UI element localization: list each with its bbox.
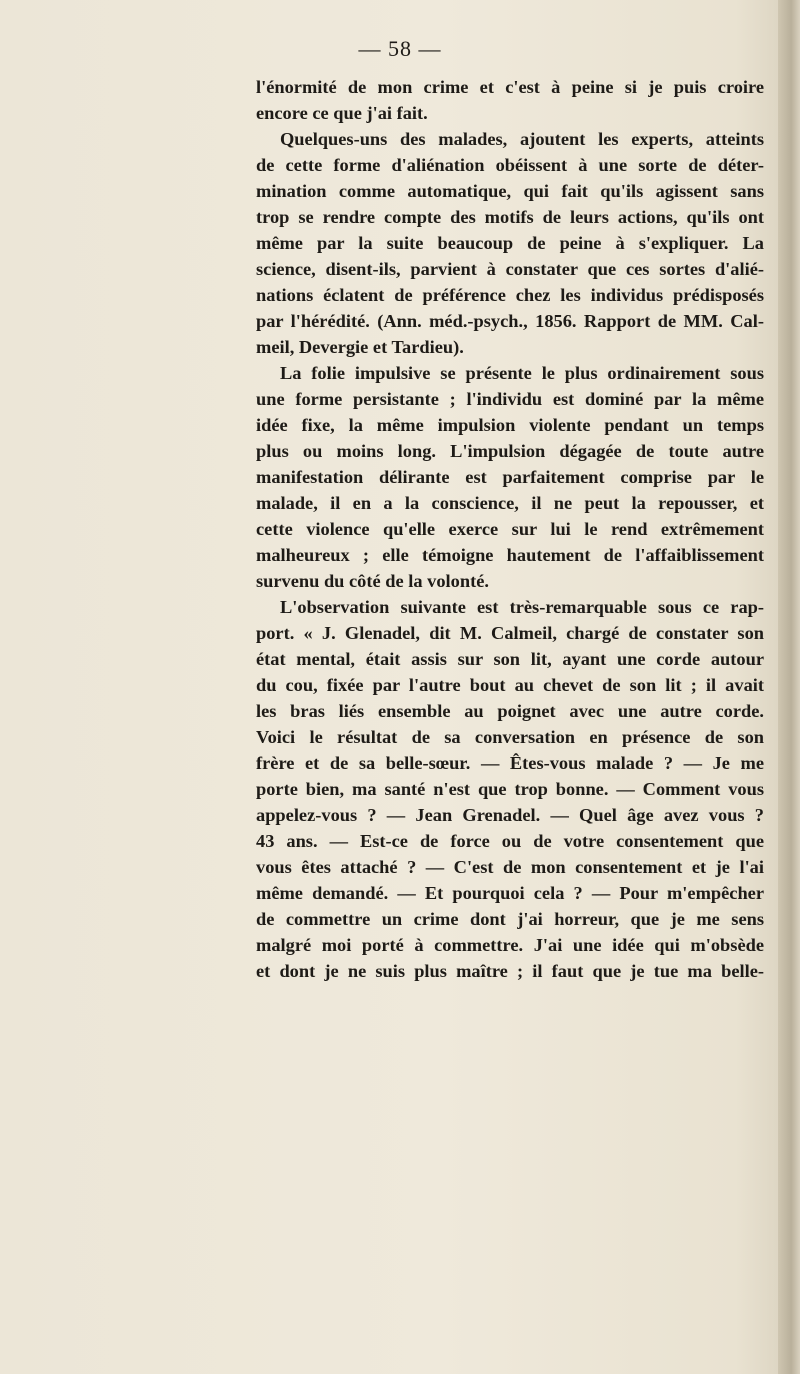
text-line: par l'hérédité. (Ann. méd.-psych., 1856. Rapport de MM. Cal- [256,311,764,331]
text-line: les bras liés ensemble au poignet avec une autre corde. [256,701,764,721]
text-line: état mental, était assis sur son lit, ayant une corde autour [256,649,764,669]
text-line: mination comme automatique, qui fait qu'ils agissent sans [256,181,764,201]
text-line: de commettre un crime dont j'ai horreur, que je me sens [256,909,764,929]
text-line: Quelques-uns des malades, ajoutent les experts, atteints [280,129,764,149]
text-line: malade, il en a la conscience, il ne peut la repousser, et [256,493,764,513]
page-edge-shadow [778,0,800,1374]
text-line: appelez-vous ? — Jean Grenadel. — Quel âge avez vous ? [256,805,764,825]
text-line: La folie impulsive se présente le plus ordinairement sous [280,363,764,383]
text-line: du cou, fixée par l'autre bout au chevet de son lit ; il avait [256,675,764,695]
text-line: port. « J. Glenadel, dit M. Calmeil, chargé de constater son [256,623,764,643]
text-line: malheureux ; elle témoigne hautement de l'affaiblissement [256,545,764,565]
text-line: Voici le résultat de sa conversation en présence de son [256,727,764,747]
text-line: frère et de sa belle-sœur. — Êtes-vous malade ? — Je me [256,753,764,773]
text-line: survenu du côté de la volonté. [256,571,489,591]
text-line: L'observation suivante est très-remarquable sous ce rap- [280,597,764,617]
text-line: porte bien, ma santé n'est que trop bonne. — Comment vous [256,779,764,799]
text-line: l'énormité de mon crime et c'est à peine si je puis croire [256,77,764,97]
text-line: 43 ans. — Est-ce de force ou de votre consentement que [256,831,764,851]
page-number: — 58 — [358,36,442,61]
text-line: nations éclatent de préférence chez les individus prédisposés [256,285,764,305]
text-line: science, disent-ils, parvient à constater que ces sortes d'alié- [256,259,764,279]
text-line: et dont je ne suis plus maître ; il faut que je tue ma belle- [256,961,764,981]
text-line: malgré moi porté à commettre. J'ai une idée qui m'obsède [256,935,764,955]
text-line: encore ce que j'ai fait. [256,103,428,123]
text-line: vous êtes attaché ? — C'est de mon consentement et je l'ai [256,857,764,877]
body-text [256,74,764,984]
text-line: meil, Devergie et Tardieu). [256,337,464,357]
text-line: plus ou moins long. L'impulsion dégagée de toute autre [256,441,764,461]
text-line: cette violence qu'elle exerce sur lui le rend extrêmement [256,519,764,539]
text-line: de cette forme d'aliénation obéissent à une sorte de déter- [256,155,764,175]
text-line: manifestation délirante est parfaitement comprise par le [256,467,764,487]
text-line: une forme persistante ; l'individu est dominé par la même [256,389,764,409]
text-line: trop se rendre compte des motifs de leurs actions, qu'ils ont [256,207,764,227]
text-line: idée fixe, la même impulsion violente pendant un temps [256,415,764,435]
text-line: même par la suite beaucoup de peine à s'expliquer. La [256,233,764,253]
text-line: même demandé. — Et pourquoi cela ? — Pour m'empêcher [256,883,764,903]
